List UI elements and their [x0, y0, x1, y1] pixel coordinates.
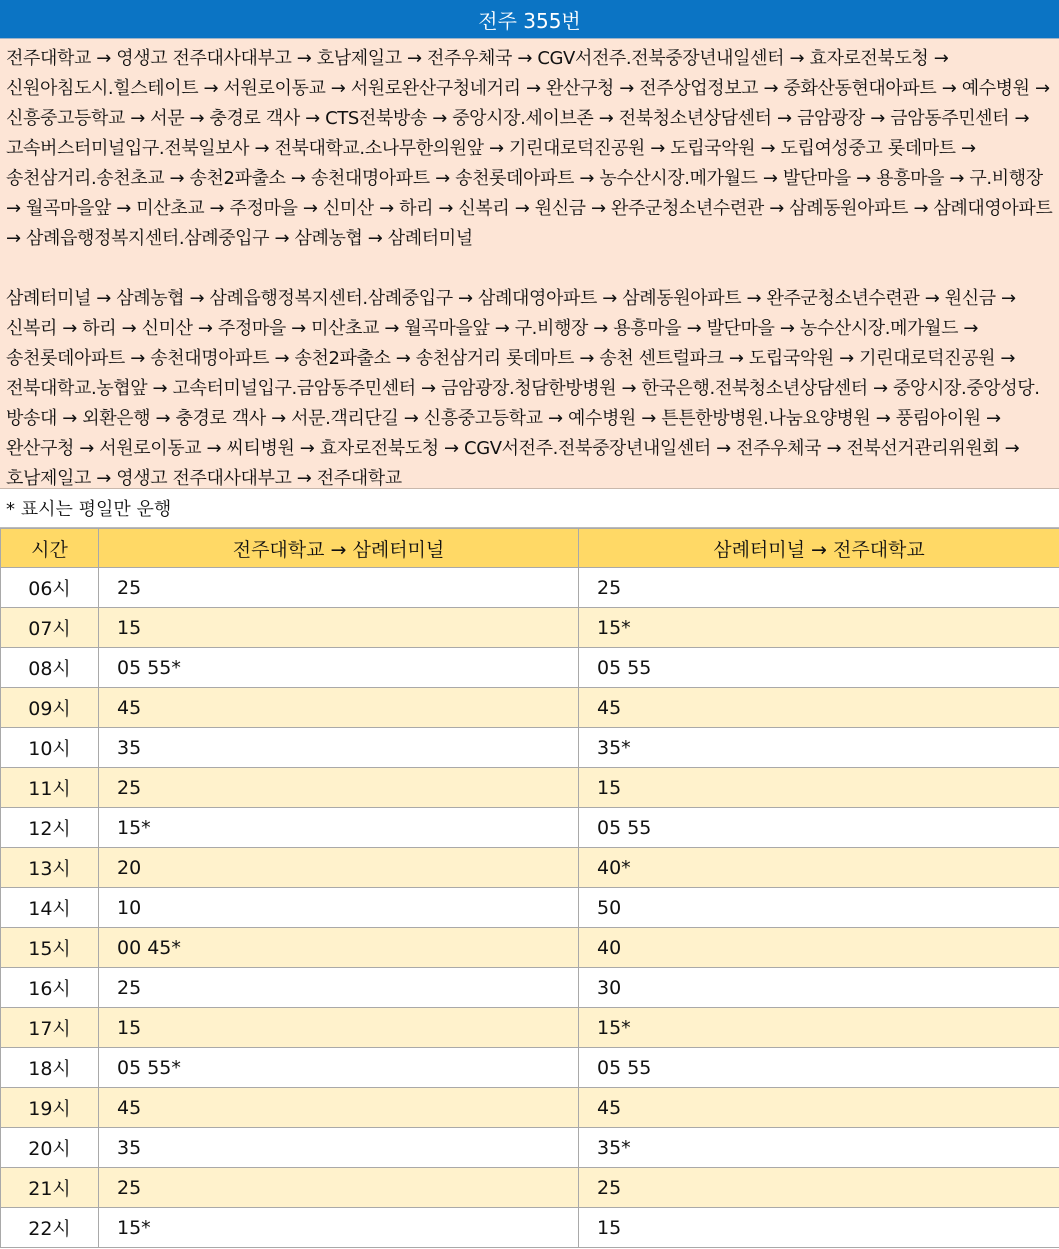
outbound-time-cell: 15: [99, 1008, 579, 1048]
hour-cell: 16시: [1, 968, 99, 1008]
outbound-time-cell: 45: [99, 688, 579, 728]
inbound-time-cell: 25: [579, 568, 1059, 608]
hour-cell: 09시: [1, 688, 99, 728]
outbound-time-cell: 05 55*: [99, 1048, 579, 1088]
hour-cell: 10시: [1, 728, 99, 768]
weekday-note: * 표시는 평일만 운행: [0, 489, 1059, 528]
inbound-time-cell: 25: [579, 1168, 1059, 1208]
header-outbound: 전주대학교 → 삼례터미널: [99, 529, 579, 568]
table-row: [1, 688, 1059, 728]
table-row: [1, 968, 1059, 1008]
inbound-time-cell: 40: [579, 928, 1059, 968]
route-description: [0, 39, 1059, 489]
page-title: 전주 355번: [0, 0, 1059, 39]
outbound-time-cell: 15*: [99, 808, 579, 848]
table-row: [1, 1008, 1059, 1048]
table-row: [1, 648, 1059, 688]
hour-cell: 19시: [1, 1088, 99, 1128]
table-row: [1, 1088, 1059, 1128]
table-header-row: [1, 529, 1059, 568]
outbound-time-cell: 35: [99, 1128, 579, 1168]
inbound-time-cell: 05 55: [579, 648, 1059, 688]
inbound-time-cell: 15: [579, 768, 1059, 808]
inbound-time-cell: 45: [579, 688, 1059, 728]
table-body: [1, 568, 1059, 1248]
table-row: [1, 608, 1059, 648]
table-row: [1, 888, 1059, 928]
outbound-time-cell: 20: [99, 848, 579, 888]
hour-cell: 12시: [1, 808, 99, 848]
table-row: [1, 808, 1059, 848]
inbound-time-cell: 05 55: [579, 1048, 1059, 1088]
header-hour: 시간: [1, 529, 99, 568]
inbound-time-cell: 15*: [579, 1008, 1059, 1048]
hour-cell: 11시: [1, 768, 99, 808]
outbound-time-cell: 05 55*: [99, 648, 579, 688]
table-row: [1, 1168, 1059, 1208]
hour-cell: 07시: [1, 608, 99, 648]
route-outbound: 전주대학교 → 영생고 전주대사대부고 → 호남제일고 → 전주우체국 → CGV서전주.전북중장년내일센터 → 효자로전북도청 → 신원아침도시.힐스테이트 → 서원로이동교 → 서원로완산구청네거리 → 완산구청 → 전주상업정보고 → 중화산동현대아파트 → 예수병원 → 신흥중고등학교 → 서문 → 충경로 객사 → CTS전북방송 → 중앙시장.세이브존 → 전북청소년상담센터 → 금암광장 → 금암동주민센터 → 고속버스터미널입구.전북일보사 → 전북대학교.소나무한의원앞 → 기린대로덕진공원 → 도립국악원 → 도립여성중고 롯데마트 → 송천삼거리.송천초교 → 송천2파출소 → 송천대명아파트 → 송천롯데아파트 → 농수산시장.메가월드 → 발단마을 → 용흥마을 → 구.비행장 → 월곡마을앞 → 미산초교 → 주정마을 → 신미산 → 하리 → 신복리 → 원신금 → 완주군청소년수련관 → 삼례동원아파트 → 삼례대영아파트 → 삼례읍행정복지센터.삼례중입구 → 삼례농협 → 삼례터미널: [6, 48, 1053, 249]
hour-cell: 08시: [1, 648, 99, 688]
hour-cell: 06시: [1, 568, 99, 608]
outbound-time-cell: 15: [99, 608, 579, 648]
hour-cell: 17시: [1, 1008, 99, 1048]
table-row: [1, 1208, 1059, 1248]
outbound-time-cell: 35: [99, 728, 579, 768]
hour-cell: 13시: [1, 848, 99, 888]
hour-cell: 15시: [1, 928, 99, 968]
outbound-time-cell: 25: [99, 768, 579, 808]
hour-cell: 21시: [1, 1168, 99, 1208]
timetable: [0, 528, 1059, 1248]
hour-cell: 20시: [1, 1128, 99, 1168]
hour-cell: 14시: [1, 888, 99, 928]
inbound-time-cell: 05 55: [579, 808, 1059, 848]
inbound-time-cell: 15*: [579, 608, 1059, 648]
outbound-time-cell: 10: [99, 888, 579, 928]
outbound-time-cell: 45: [99, 1088, 579, 1128]
table-row: [1, 728, 1059, 768]
table-row: [1, 768, 1059, 808]
outbound-time-cell: 25: [99, 1168, 579, 1208]
table-row: [1, 1128, 1059, 1168]
inbound-time-cell: 35*: [579, 1128, 1059, 1168]
table-row: [1, 568, 1059, 608]
route-spacer: [6, 254, 1053, 284]
route-inbound: 삼례터미널 → 삼례농협 → 삼례읍행정복지센터.삼례중입구 → 삼례대영아파트 → 삼례동원아파트 → 완주군청소년수련관 → 원신금 → 신복리 → 하리 → 신미산 → 주정마을 → 미산초교 → 월곡마을앞 → 구.비행장 → 용흥마을 → 발단마을 → 농수산시장.메가월드 → 송천롯데아파트 → 송천대명아파트 → 송천2파출소 → 송천삼거리 롯데마트 → 송천 센트럴파크 → 도립국악원 → 기린대로덕진공원 → 전북대학교.농협앞 → 고속터미널입구.금암동주민센터 → 금암광장.청담한방병원 → 한국은행.전북청소년상담센터 → 중앙시장.중앙성당.방송대 → 외환은행 → 충경로 객사 → 서문.객리단길 → 신흥중고등학교 → 예수병원 → 튼튼한방병원.나눔요양병원 → 풍림아이원 → 완산구청 → 서원로이동교 → 씨티병원 → 효자로전북도청 → CGV서전주.전북중장년내일센터 → 전주우체국 → 전북선거관리위원회 → 호남제일고 → 영생고 전주대사대부고 → 전주대학교: [6, 288, 1040, 489]
table-row: [1, 928, 1059, 968]
hour-cell: 18시: [1, 1048, 99, 1088]
inbound-time-cell: 45: [579, 1088, 1059, 1128]
outbound-time-cell: 25: [99, 968, 579, 1008]
hour-cell: 22시: [1, 1208, 99, 1248]
inbound-time-cell: 15: [579, 1208, 1059, 1248]
outbound-time-cell: 00 45*: [99, 928, 579, 968]
table-row: [1, 1048, 1059, 1088]
outbound-time-cell: 15*: [99, 1208, 579, 1248]
inbound-time-cell: 40*: [579, 848, 1059, 888]
table-row: [1, 848, 1059, 888]
inbound-time-cell: 30: [579, 968, 1059, 1008]
outbound-time-cell: 25: [99, 568, 579, 608]
inbound-time-cell: 35*: [579, 728, 1059, 768]
header-inbound: 삼례터미널 → 전주대학교: [579, 529, 1059, 568]
inbound-time-cell: 50: [579, 888, 1059, 928]
